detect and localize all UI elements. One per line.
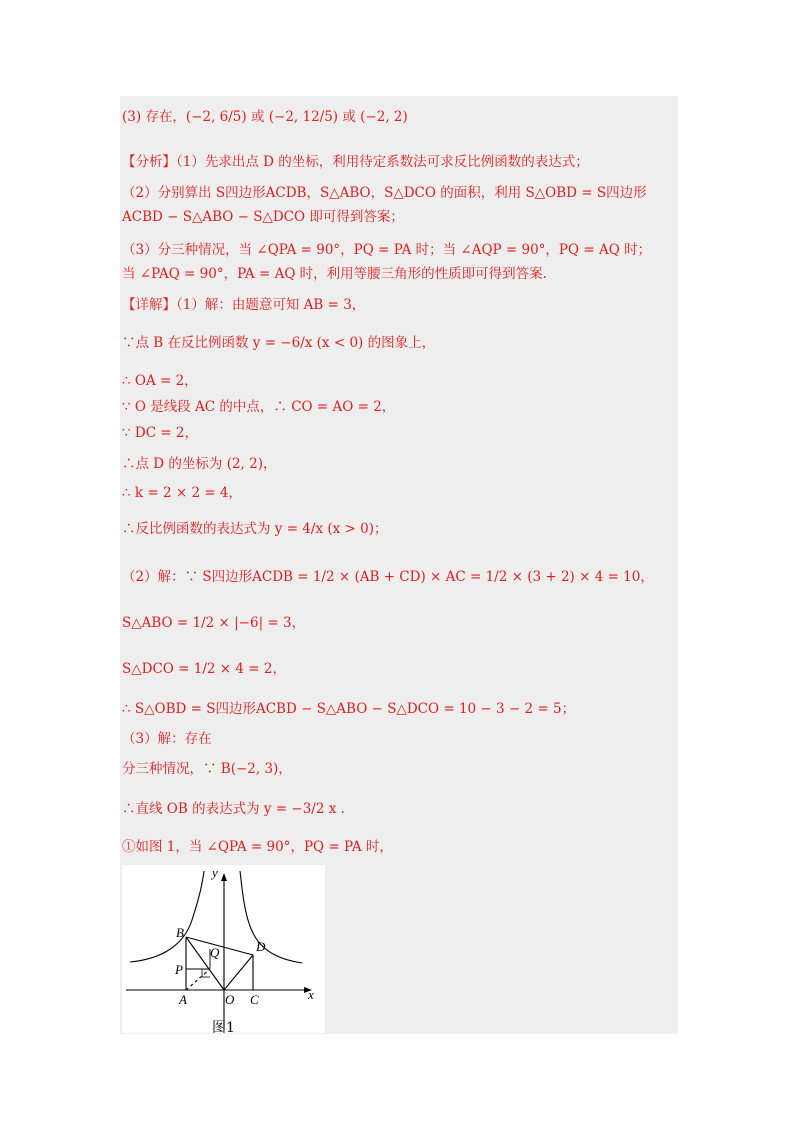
label-b: B xyxy=(176,925,184,940)
step-point-d: ∴点 D 的坐标为 (2, 2)， xyxy=(122,456,277,472)
part3-cases: 分三种情况，∵ B(−2, 3)， xyxy=(122,761,292,777)
step-expression: ∴反比例函数的表达式为 y = 4/x (x > 0)； xyxy=(122,521,388,537)
figure-1 xyxy=(122,865,325,1033)
hyperbola-right-branch xyxy=(240,871,302,963)
analysis-part3: （3）分三种情况，当 ∠QPA = 90°，PQ = PA 时；当 ∠AQP = 90°，PQ = AQ 时；当 ∠PAQ = 90°，PA = AQ 时，利用等腰三角形的性质即可得到答案. xyxy=(122,242,652,282)
figure-caption: 图1 xyxy=(212,1020,235,1036)
part3-case1: ①如图 1，当 ∠QPA = 90°，PQ = PA 时， xyxy=(122,839,393,855)
step-midpoint: ∵ O 是线段 AC 的中点，∴ CO = AO = 2， xyxy=(122,399,396,415)
step-point-b: ∵点 B 在反比例函数 y = −6/x (x < 0) 的图象上， xyxy=(122,335,436,351)
y-axis-arrow xyxy=(221,873,227,881)
part3-line-ob: ∴直线 OB 的表达式为 y = −3/2 x . xyxy=(122,801,345,817)
detail-start: 【详解】（1）解：由题意可知 AB = 3， xyxy=(122,297,366,313)
label-d: D xyxy=(256,939,266,954)
step-oa: ∴ OA = 2， xyxy=(122,373,198,389)
figure-1-diagram xyxy=(122,865,325,1033)
label-p: P xyxy=(175,962,183,977)
label-o: O xyxy=(225,992,235,1007)
segment-aq-dashed xyxy=(186,969,210,990)
analysis-part1: 【分析】（1）先求出点 D 的坐标，利用待定系数法可求反比例函数的表达式； xyxy=(122,154,589,170)
step-k: ∴ k = 2 × 2 = 4， xyxy=(122,485,243,501)
part2-area-quad: （2）解：∵ S四边形ACDB = 1/2 × (AB + CD) × AC = 1/2 × (3 + 2) × 4 = 10， xyxy=(122,569,654,585)
label-c: C xyxy=(250,992,259,1007)
label-q: Q xyxy=(210,945,220,960)
part2-area-obd: ∴ S△OBD = S四边形ACBD − S△ABO − S△DCO = 10 − 3 − 2 = 5； xyxy=(122,701,576,717)
part3-start: （3）解：存在 xyxy=(122,731,212,747)
part2-area-dco: S△DCO = 1/2 × 4 = 2， xyxy=(122,661,286,677)
analysis-part2: （2）分别算出 S四边形ACDB，S△ABO，S△DCO 的面积，利用 S△OBD = S四边形ACBD − S△ABO − S△DCO 即可得到答案； xyxy=(122,185,647,225)
step-dc: ∵ DC = 2， xyxy=(122,425,199,441)
hyperbola-left-branch xyxy=(130,871,204,962)
label-y: y xyxy=(212,865,218,880)
part2-area-abo: S△ABO = 1/2 × |−6| = 3， xyxy=(122,615,306,631)
segment-bd xyxy=(186,937,253,955)
answer-line: (3) 存在，(−2, 6/5) 或 (−2, 12/5) 或 (−2, 2) xyxy=(122,109,408,125)
segment-od xyxy=(224,955,253,990)
label-a: A xyxy=(179,992,187,1007)
label-x: x xyxy=(308,987,314,1002)
